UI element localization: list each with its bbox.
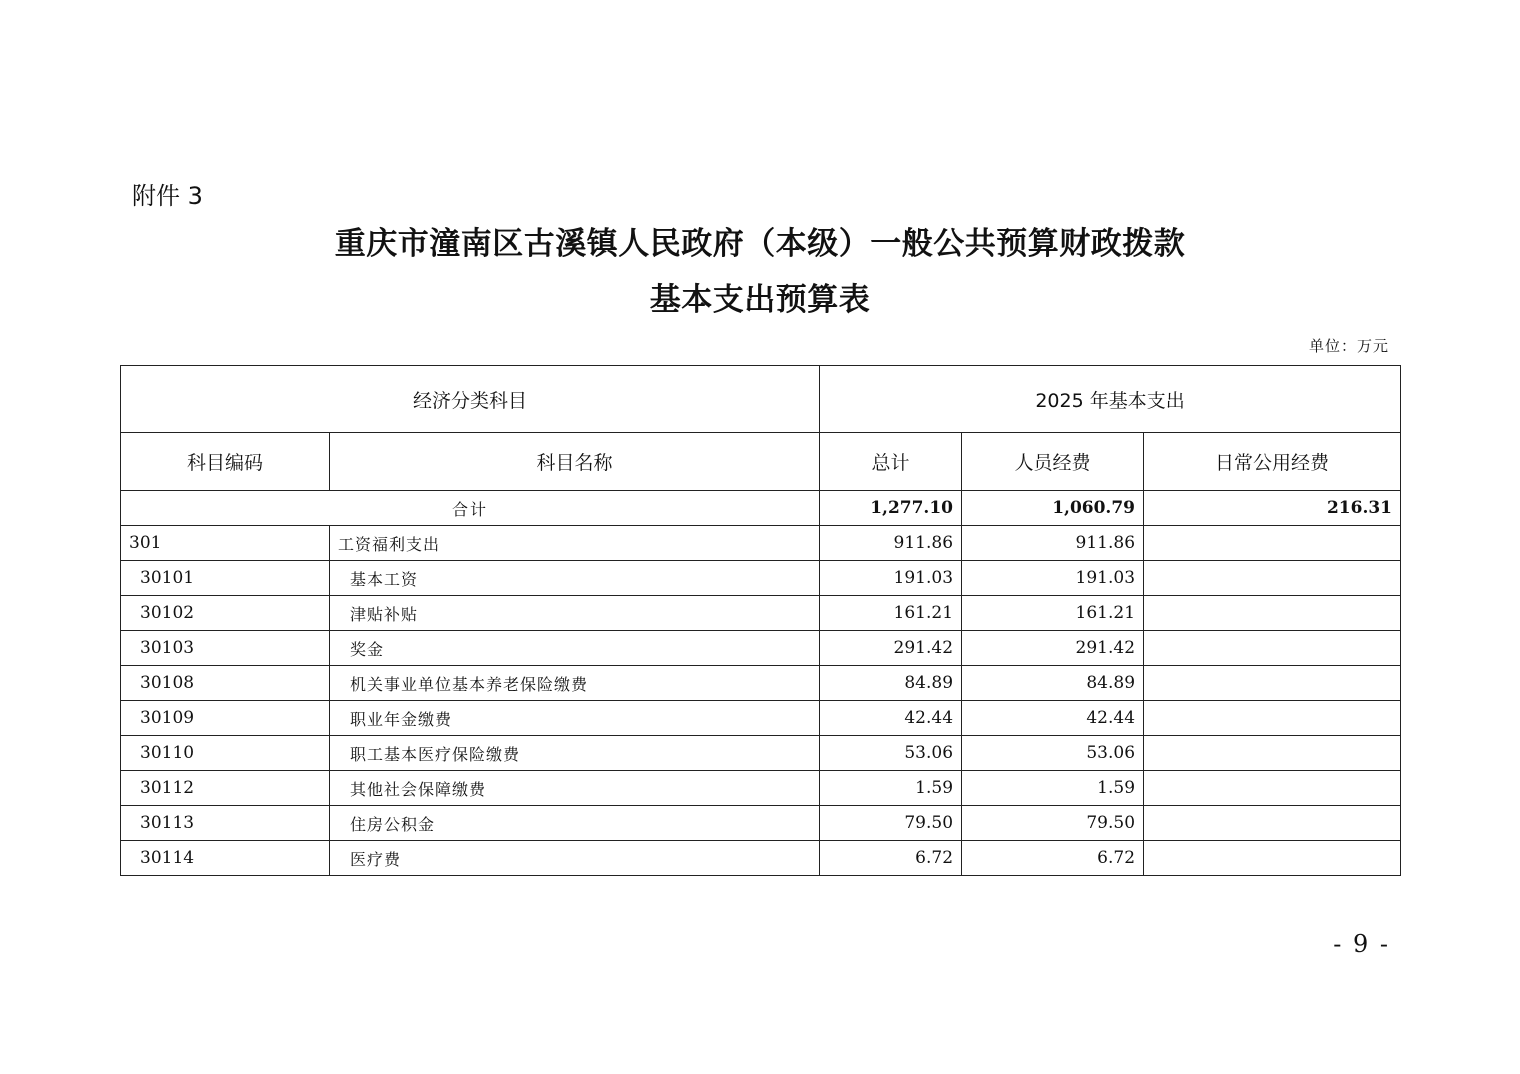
row-name: 医疗费 bbox=[330, 841, 820, 876]
row-total: 6.72 bbox=[820, 841, 962, 876]
table-row bbox=[121, 596, 1401, 631]
row-personnel: 84.89 bbox=[962, 666, 1144, 701]
row-public bbox=[1144, 596, 1401, 631]
row-personnel: 911.86 bbox=[962, 526, 1144, 561]
row-total: 161.21 bbox=[820, 596, 962, 631]
row-personnel: 291.42 bbox=[962, 631, 1144, 666]
row-public bbox=[1144, 631, 1401, 666]
row-total: 291.42 bbox=[820, 631, 962, 666]
row-name: 机关事业单位基本养老保险缴费 bbox=[330, 666, 820, 701]
attachment-label: 附件 3 bbox=[132, 182, 203, 210]
row-personnel: 1.59 bbox=[962, 771, 1144, 806]
header-personnel-expenses: 人员经费 bbox=[962, 433, 1144, 491]
table-row bbox=[121, 771, 1401, 806]
header-subject-name: 科目名称 bbox=[330, 433, 820, 491]
document-title-line-1: 重庆市潼南区古溪镇人民政府（本级）一般公共预算财政拨款 bbox=[334, 226, 1186, 262]
row-code: 301 bbox=[121, 526, 330, 561]
row-name: 其他社会保障缴费 bbox=[330, 771, 820, 806]
row-code: 30109 bbox=[121, 701, 330, 736]
table-row bbox=[121, 806, 1401, 841]
total-public: 216.31 bbox=[1144, 491, 1401, 526]
row-code: 30101 bbox=[121, 561, 330, 596]
total-label: 合计 bbox=[121, 491, 820, 526]
unit-label: 单位：万元 bbox=[1308, 337, 1389, 355]
header-total: 总计 bbox=[820, 433, 962, 491]
table-row bbox=[121, 526, 1401, 561]
row-public bbox=[1144, 806, 1401, 841]
row-public bbox=[1144, 701, 1401, 736]
row-personnel: 6.72 bbox=[962, 841, 1144, 876]
row-code: 30108 bbox=[121, 666, 330, 701]
table-row bbox=[121, 561, 1401, 596]
table-row bbox=[121, 701, 1401, 736]
header-basic-expenditure-2025: 2025 年基本支出 bbox=[820, 366, 1401, 433]
row-code: 30110 bbox=[121, 736, 330, 771]
table-row bbox=[121, 666, 1401, 701]
header-public-expenses: 日常公用经费 bbox=[1144, 433, 1401, 491]
row-code: 30113 bbox=[121, 806, 330, 841]
row-name: 津贴补贴 bbox=[330, 596, 820, 631]
row-name: 奖金 bbox=[330, 631, 820, 666]
total-sum: 1,277.10 bbox=[820, 491, 962, 526]
row-total: 42.44 bbox=[820, 701, 962, 736]
table-row bbox=[121, 841, 1401, 876]
page-number: - 9 - bbox=[1333, 930, 1390, 958]
row-public bbox=[1144, 666, 1401, 701]
budget-table bbox=[120, 365, 1401, 876]
row-code: 30102 bbox=[121, 596, 330, 631]
row-name: 住房公积金 bbox=[330, 806, 820, 841]
row-personnel: 42.44 bbox=[962, 701, 1144, 736]
table-row bbox=[121, 736, 1401, 771]
row-total: 191.03 bbox=[820, 561, 962, 596]
table-header-group-row bbox=[121, 366, 1401, 433]
header-economic-classification: 经济分类科目 bbox=[121, 366, 820, 433]
total-personnel: 1,060.79 bbox=[962, 491, 1144, 526]
row-public bbox=[1144, 771, 1401, 806]
row-total: 911.86 bbox=[820, 526, 962, 561]
row-personnel: 161.21 bbox=[962, 596, 1144, 631]
table-row bbox=[121, 631, 1401, 666]
row-personnel: 79.50 bbox=[962, 806, 1144, 841]
row-name: 工资福利支出 bbox=[330, 526, 820, 561]
row-code: 30114 bbox=[121, 841, 330, 876]
document-title-line-2: 基本支出预算表 bbox=[649, 282, 871, 318]
row-name: 基本工资 bbox=[330, 561, 820, 596]
row-public bbox=[1144, 561, 1401, 596]
row-name: 职业年金缴费 bbox=[330, 701, 820, 736]
row-total: 53.06 bbox=[820, 736, 962, 771]
row-code: 30112 bbox=[121, 771, 330, 806]
row-total: 1.59 bbox=[820, 771, 962, 806]
table-total-row bbox=[121, 491, 1401, 526]
row-total: 79.50 bbox=[820, 806, 962, 841]
row-public bbox=[1144, 526, 1401, 561]
row-public bbox=[1144, 736, 1401, 771]
row-name: 职工基本医疗保险缴费 bbox=[330, 736, 820, 771]
row-total: 84.89 bbox=[820, 666, 962, 701]
row-code: 30103 bbox=[121, 631, 330, 666]
row-personnel: 53.06 bbox=[962, 736, 1144, 771]
row-public bbox=[1144, 841, 1401, 876]
row-personnel: 191.03 bbox=[962, 561, 1144, 596]
header-subject-code: 科目编码 bbox=[121, 433, 330, 491]
table-header-row bbox=[121, 433, 1401, 491]
